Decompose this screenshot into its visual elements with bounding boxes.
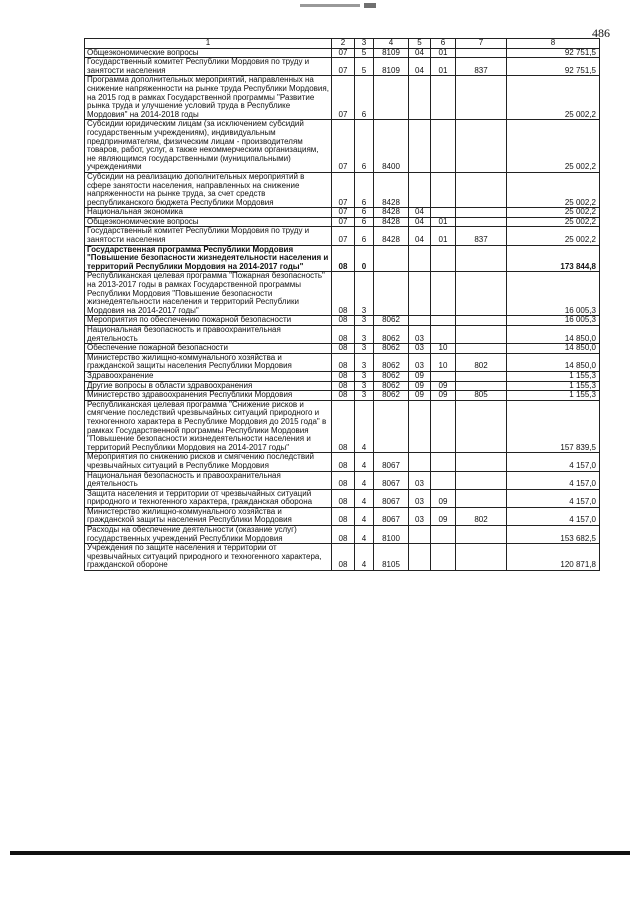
code-cell: 3 — [355, 371, 374, 381]
table-row — [85, 316, 600, 326]
code-cell — [431, 471, 456, 489]
amount-cell: 25 002,2 — [507, 208, 600, 218]
table-row — [85, 76, 600, 120]
code-cell — [409, 316, 431, 326]
row-name-cell: Программа дополнительных мероприятий, направленных на снижение напряженности на рынке труда Республики Мордовия, на 2015 год в рамках Государственной программы "Развитие рынка труда и улучшение условий труда в Республике Мордовия" на 2014-2018 годы — [85, 76, 332, 120]
code-cell: 8428 — [374, 172, 409, 207]
code-cell: 8428 — [374, 227, 409, 245]
amount-cell: 92 751,5 — [507, 58, 600, 76]
row-name-cell: Республиканская целевая программа "Пожарная безопасность" на 2013-2017 годы в рамках Государственной программы Республики Мордовия "Повышение безопасности жизнедеятельности населения и территорий Республики Мордовия на 2014-2017 годы" — [85, 272, 332, 316]
code-cell: 3 — [355, 272, 374, 316]
code-cell: 07 — [332, 172, 355, 207]
code-cell: 08 — [332, 245, 355, 272]
code-cell: 3 — [355, 326, 374, 344]
code-cell — [409, 400, 431, 453]
table-row — [85, 381, 600, 391]
code-cell: 09 — [409, 381, 431, 391]
code-cell: 8109 — [374, 58, 409, 76]
code-cell: 01 — [431, 227, 456, 245]
code-cell: 07 — [332, 208, 355, 218]
code-cell — [456, 400, 507, 453]
row-name-cell: Государственный комитет Республики Мордовия по труду и занятости населения — [85, 227, 332, 245]
code-cell: 4 — [355, 544, 374, 571]
code-cell: 07 — [332, 48, 355, 58]
code-cell: 08 — [332, 507, 355, 525]
code-cell: 4 — [355, 526, 374, 544]
code-cell — [456, 544, 507, 571]
code-cell — [374, 76, 409, 120]
code-cell: 8062 — [374, 316, 409, 326]
row-name-cell: Другие вопросы в области здравоохранения — [85, 381, 332, 391]
table-row — [85, 217, 600, 227]
code-cell: 8062 — [374, 353, 409, 371]
code-cell: 0 — [355, 245, 374, 272]
code-cell: 08 — [332, 489, 355, 507]
code-cell — [409, 172, 431, 207]
code-cell: 07 — [332, 120, 355, 173]
column-header: 4 — [374, 39, 409, 49]
code-cell — [456, 172, 507, 207]
code-cell: 07 — [332, 58, 355, 76]
table-row — [85, 453, 600, 471]
row-name-cell: Государственная программа Республики Мордовия "Повышение безопасности жизнедеятельности населения и территорий Республики Мордовия на 2014-2017 годы" — [85, 245, 332, 272]
table-row — [85, 489, 600, 507]
code-cell — [456, 316, 507, 326]
code-cell — [374, 245, 409, 272]
table-row — [85, 371, 600, 381]
code-cell: 04 — [409, 208, 431, 218]
code-cell — [409, 272, 431, 316]
code-cell — [431, 526, 456, 544]
code-cell — [456, 326, 507, 344]
table-header-row — [85, 39, 600, 49]
code-cell — [456, 489, 507, 507]
code-cell: 01 — [431, 58, 456, 76]
code-cell: 08 — [332, 272, 355, 316]
code-cell — [456, 120, 507, 173]
column-header: 5 — [409, 39, 431, 49]
code-cell — [431, 371, 456, 381]
row-name-cell: Учреждения по защите населения и территории от чрезвычайных ситуаций природного и техногенного характера, гражданской обороне — [85, 544, 332, 571]
amount-cell: 14 850,0 — [507, 326, 600, 344]
table-row — [85, 208, 600, 218]
row-name-cell: Министерство жилищно-коммунального хозяйства и гражданской защиты населения Республики Мордовия — [85, 507, 332, 525]
table-row — [85, 326, 600, 344]
code-cell — [409, 526, 431, 544]
column-header: 1 — [85, 39, 332, 49]
row-name-cell: Национальная безопасность и правоохранительная деятельность — [85, 326, 332, 344]
code-cell: 6 — [355, 172, 374, 207]
budget-table — [84, 38, 600, 571]
row-name-cell: Мероприятия по снижению рисков и смягчению последствий чрезвычайных ситуаций в Республике Мордовия — [85, 453, 332, 471]
column-header: 6 — [431, 39, 456, 49]
table-row — [85, 391, 600, 401]
amount-cell: 25 002,2 — [507, 120, 600, 173]
code-cell — [456, 272, 507, 316]
code-cell: 08 — [332, 471, 355, 489]
code-cell — [431, 120, 456, 173]
code-cell — [409, 76, 431, 120]
amount-cell: 25 002,2 — [507, 76, 600, 120]
code-cell: 03 — [409, 344, 431, 354]
amount-cell: 16 005,3 — [507, 272, 600, 316]
code-cell — [431, 316, 456, 326]
code-cell: 08 — [332, 544, 355, 571]
code-cell — [431, 272, 456, 316]
code-cell: 10 — [431, 353, 456, 371]
code-cell: 8062 — [374, 344, 409, 354]
code-cell: 09 — [431, 381, 456, 391]
code-cell: 01 — [431, 48, 456, 58]
row-name-cell: Здравоохранение — [85, 371, 332, 381]
code-cell — [374, 400, 409, 453]
code-cell: 805 — [456, 391, 507, 401]
table-row — [85, 48, 600, 58]
code-cell — [431, 400, 456, 453]
code-cell: 03 — [409, 507, 431, 525]
row-name-cell: Общеэкономические вопросы — [85, 48, 332, 58]
code-cell — [431, 544, 456, 571]
code-cell: 04 — [409, 48, 431, 58]
code-cell: 6 — [355, 217, 374, 227]
code-cell — [409, 453, 431, 471]
code-cell: 4 — [355, 400, 374, 453]
amount-cell: 25 002,2 — [507, 217, 600, 227]
code-cell — [431, 245, 456, 272]
code-cell: 6 — [355, 208, 374, 218]
row-name-cell: Республиканская целевая программа "Снижение рисков и смягчение последствий чрезвычайных ситуаций природного и техногенного характера в Республике Мордовия до 2015 года" в рамках Государственной программы Республики Мордовия "Повышение безопасности жизнедеятельности населения и территорий Республики Мордовия на 2014-2017 годы" — [85, 400, 332, 453]
code-cell: 04 — [409, 217, 431, 227]
code-cell: 8428 — [374, 208, 409, 218]
code-cell: 08 — [332, 526, 355, 544]
code-cell: 09 — [409, 391, 431, 401]
code-cell: 8067 — [374, 453, 409, 471]
amount-cell: 16 005,3 — [507, 316, 600, 326]
code-cell — [409, 544, 431, 571]
row-name-cell: Субсидии на реализацию дополнительных мероприятий в сфере занятости населения, направленных на снижение напряженности на рынке труда, за счет средств республиканского бюджета Республики Мордовия — [85, 172, 332, 207]
code-cell — [374, 272, 409, 316]
code-cell — [456, 76, 507, 120]
code-cell — [456, 471, 507, 489]
code-cell: 837 — [456, 227, 507, 245]
code-cell: 09 — [431, 489, 456, 507]
row-name-cell: Расходы на обеспечение деятельности (оказание услуг) государственных учреждений Республики Мордовия — [85, 526, 332, 544]
code-cell — [456, 217, 507, 227]
amount-cell: 1 155,3 — [507, 391, 600, 401]
row-name-cell: Министерство жилищно-коммунального хозяйства и гражданской защиты населения Республики Мордовия — [85, 353, 332, 371]
code-cell: 08 — [332, 453, 355, 471]
code-cell — [456, 48, 507, 58]
code-cell — [456, 371, 507, 381]
code-cell — [456, 245, 507, 272]
code-cell — [431, 76, 456, 120]
column-header: 8 — [507, 39, 600, 49]
amount-cell: 157 839,5 — [507, 400, 600, 453]
code-cell: 4 — [355, 471, 374, 489]
table-row — [85, 227, 600, 245]
row-name-cell: Министерство здравоохранения Республики Мордовия — [85, 391, 332, 401]
code-cell: 04 — [409, 58, 431, 76]
code-cell: 6 — [355, 76, 374, 120]
code-cell: 03 — [409, 471, 431, 489]
row-name-cell: Мероприятия по обеспечению пожарной безопасности — [85, 316, 332, 326]
code-cell — [456, 526, 507, 544]
code-cell: 07 — [332, 76, 355, 120]
code-cell: 03 — [409, 326, 431, 344]
code-cell: 5 — [355, 48, 374, 58]
code-cell: 08 — [332, 353, 355, 371]
code-cell: 8062 — [374, 391, 409, 401]
scan-mark — [300, 4, 360, 7]
table-row — [85, 344, 600, 354]
amount-cell: 4 157,0 — [507, 489, 600, 507]
code-cell: 8067 — [374, 489, 409, 507]
table-row — [85, 507, 600, 525]
table-row — [85, 400, 600, 453]
table-row — [85, 120, 600, 173]
page-number: 486 — [592, 26, 610, 40]
amount-cell: 14 850,0 — [507, 344, 600, 354]
code-cell: 6 — [355, 120, 374, 173]
code-cell — [456, 344, 507, 354]
code-cell: 3 — [355, 344, 374, 354]
table-row — [85, 471, 600, 489]
code-cell — [431, 208, 456, 218]
table-row — [85, 58, 600, 76]
code-cell — [431, 172, 456, 207]
code-cell: 8100 — [374, 526, 409, 544]
code-cell: 03 — [409, 353, 431, 371]
amount-cell: 4 157,0 — [507, 507, 600, 525]
code-cell — [409, 120, 431, 173]
code-cell: 8062 — [374, 381, 409, 391]
code-cell: 3 — [355, 353, 374, 371]
code-cell: 3 — [355, 381, 374, 391]
amount-cell: 1 155,3 — [507, 371, 600, 381]
code-cell: 3 — [355, 316, 374, 326]
code-cell: 8105 — [374, 544, 409, 571]
code-cell: 08 — [332, 391, 355, 401]
code-cell — [456, 453, 507, 471]
code-cell: 08 — [332, 344, 355, 354]
code-cell: 3 — [355, 391, 374, 401]
table-row — [85, 172, 600, 207]
amount-cell: 120 871,8 — [507, 544, 600, 571]
code-cell: 07 — [332, 227, 355, 245]
code-cell — [456, 381, 507, 391]
code-cell: 01 — [431, 217, 456, 227]
code-cell: 08 — [332, 326, 355, 344]
row-name-cell: Субсидии юридическим лицам (за исключением субсидий государственным учреждениям), индивидуальным предпринимателям, физическим лицам - производителям товаров, работ, услуг, а также некоммерческим организациям, не являющимся государственными (муниципальными) учреждениями — [85, 120, 332, 173]
code-cell: 4 — [355, 489, 374, 507]
code-cell: 09 — [431, 391, 456, 401]
amount-cell: 25 002,2 — [507, 172, 600, 207]
code-cell: 6 — [355, 227, 374, 245]
code-cell — [431, 326, 456, 344]
code-cell: 8428 — [374, 217, 409, 227]
code-cell: 08 — [332, 381, 355, 391]
code-cell — [409, 245, 431, 272]
column-header: 7 — [456, 39, 507, 49]
column-header: 3 — [355, 39, 374, 49]
scan-mark — [364, 3, 376, 8]
code-cell: 08 — [332, 400, 355, 453]
code-cell: 8062 — [374, 371, 409, 381]
code-cell: 07 — [332, 217, 355, 227]
amount-cell: 153 682,5 — [507, 526, 600, 544]
code-cell: 8067 — [374, 471, 409, 489]
row-name-cell: Защита населения и территории от чрезвычайных ситуаций природного и техногенного характера, гражданская оборона — [85, 489, 332, 507]
row-name-cell: Обеспечение пожарной безопасности — [85, 344, 332, 354]
code-cell: 08 — [332, 316, 355, 326]
code-cell: 8109 — [374, 48, 409, 58]
row-name-cell: Государственный комитет Республики Мордовия по труду и занятости населения — [85, 58, 332, 76]
amount-cell: 92 751,5 — [507, 48, 600, 58]
amount-cell: 173 844,8 — [507, 245, 600, 272]
code-cell — [456, 208, 507, 218]
table-row — [85, 544, 600, 571]
amount-cell: 25 002,2 — [507, 227, 600, 245]
code-cell: 5 — [355, 58, 374, 76]
code-cell: 4 — [355, 453, 374, 471]
code-cell: 10 — [431, 344, 456, 354]
code-cell: 08 — [332, 371, 355, 381]
table-row — [85, 245, 600, 272]
table-row — [85, 526, 600, 544]
code-cell: 802 — [456, 353, 507, 371]
amount-cell: 4 157,0 — [507, 453, 600, 471]
code-cell: 03 — [409, 489, 431, 507]
page-bottom-rule — [10, 851, 630, 855]
column-header: 2 — [332, 39, 355, 49]
code-cell: 09 — [409, 371, 431, 381]
row-name-cell: Национальная экономика — [85, 208, 332, 218]
table-row — [85, 353, 600, 371]
code-cell: 4 — [355, 507, 374, 525]
amount-cell: 14 850,0 — [507, 353, 600, 371]
row-name-cell: Национальная безопасность и правоохранительная деятельность — [85, 471, 332, 489]
code-cell: 8067 — [374, 507, 409, 525]
code-cell: 8400 — [374, 120, 409, 173]
code-cell: 8062 — [374, 326, 409, 344]
code-cell — [431, 453, 456, 471]
table-row — [85, 272, 600, 316]
amount-cell: 4 157,0 — [507, 471, 600, 489]
row-name-cell: Общеэкономические вопросы — [85, 217, 332, 227]
code-cell: 04 — [409, 227, 431, 245]
code-cell: 802 — [456, 507, 507, 525]
amount-cell: 1 155,3 — [507, 381, 600, 391]
code-cell: 09 — [431, 507, 456, 525]
code-cell: 837 — [456, 58, 507, 76]
